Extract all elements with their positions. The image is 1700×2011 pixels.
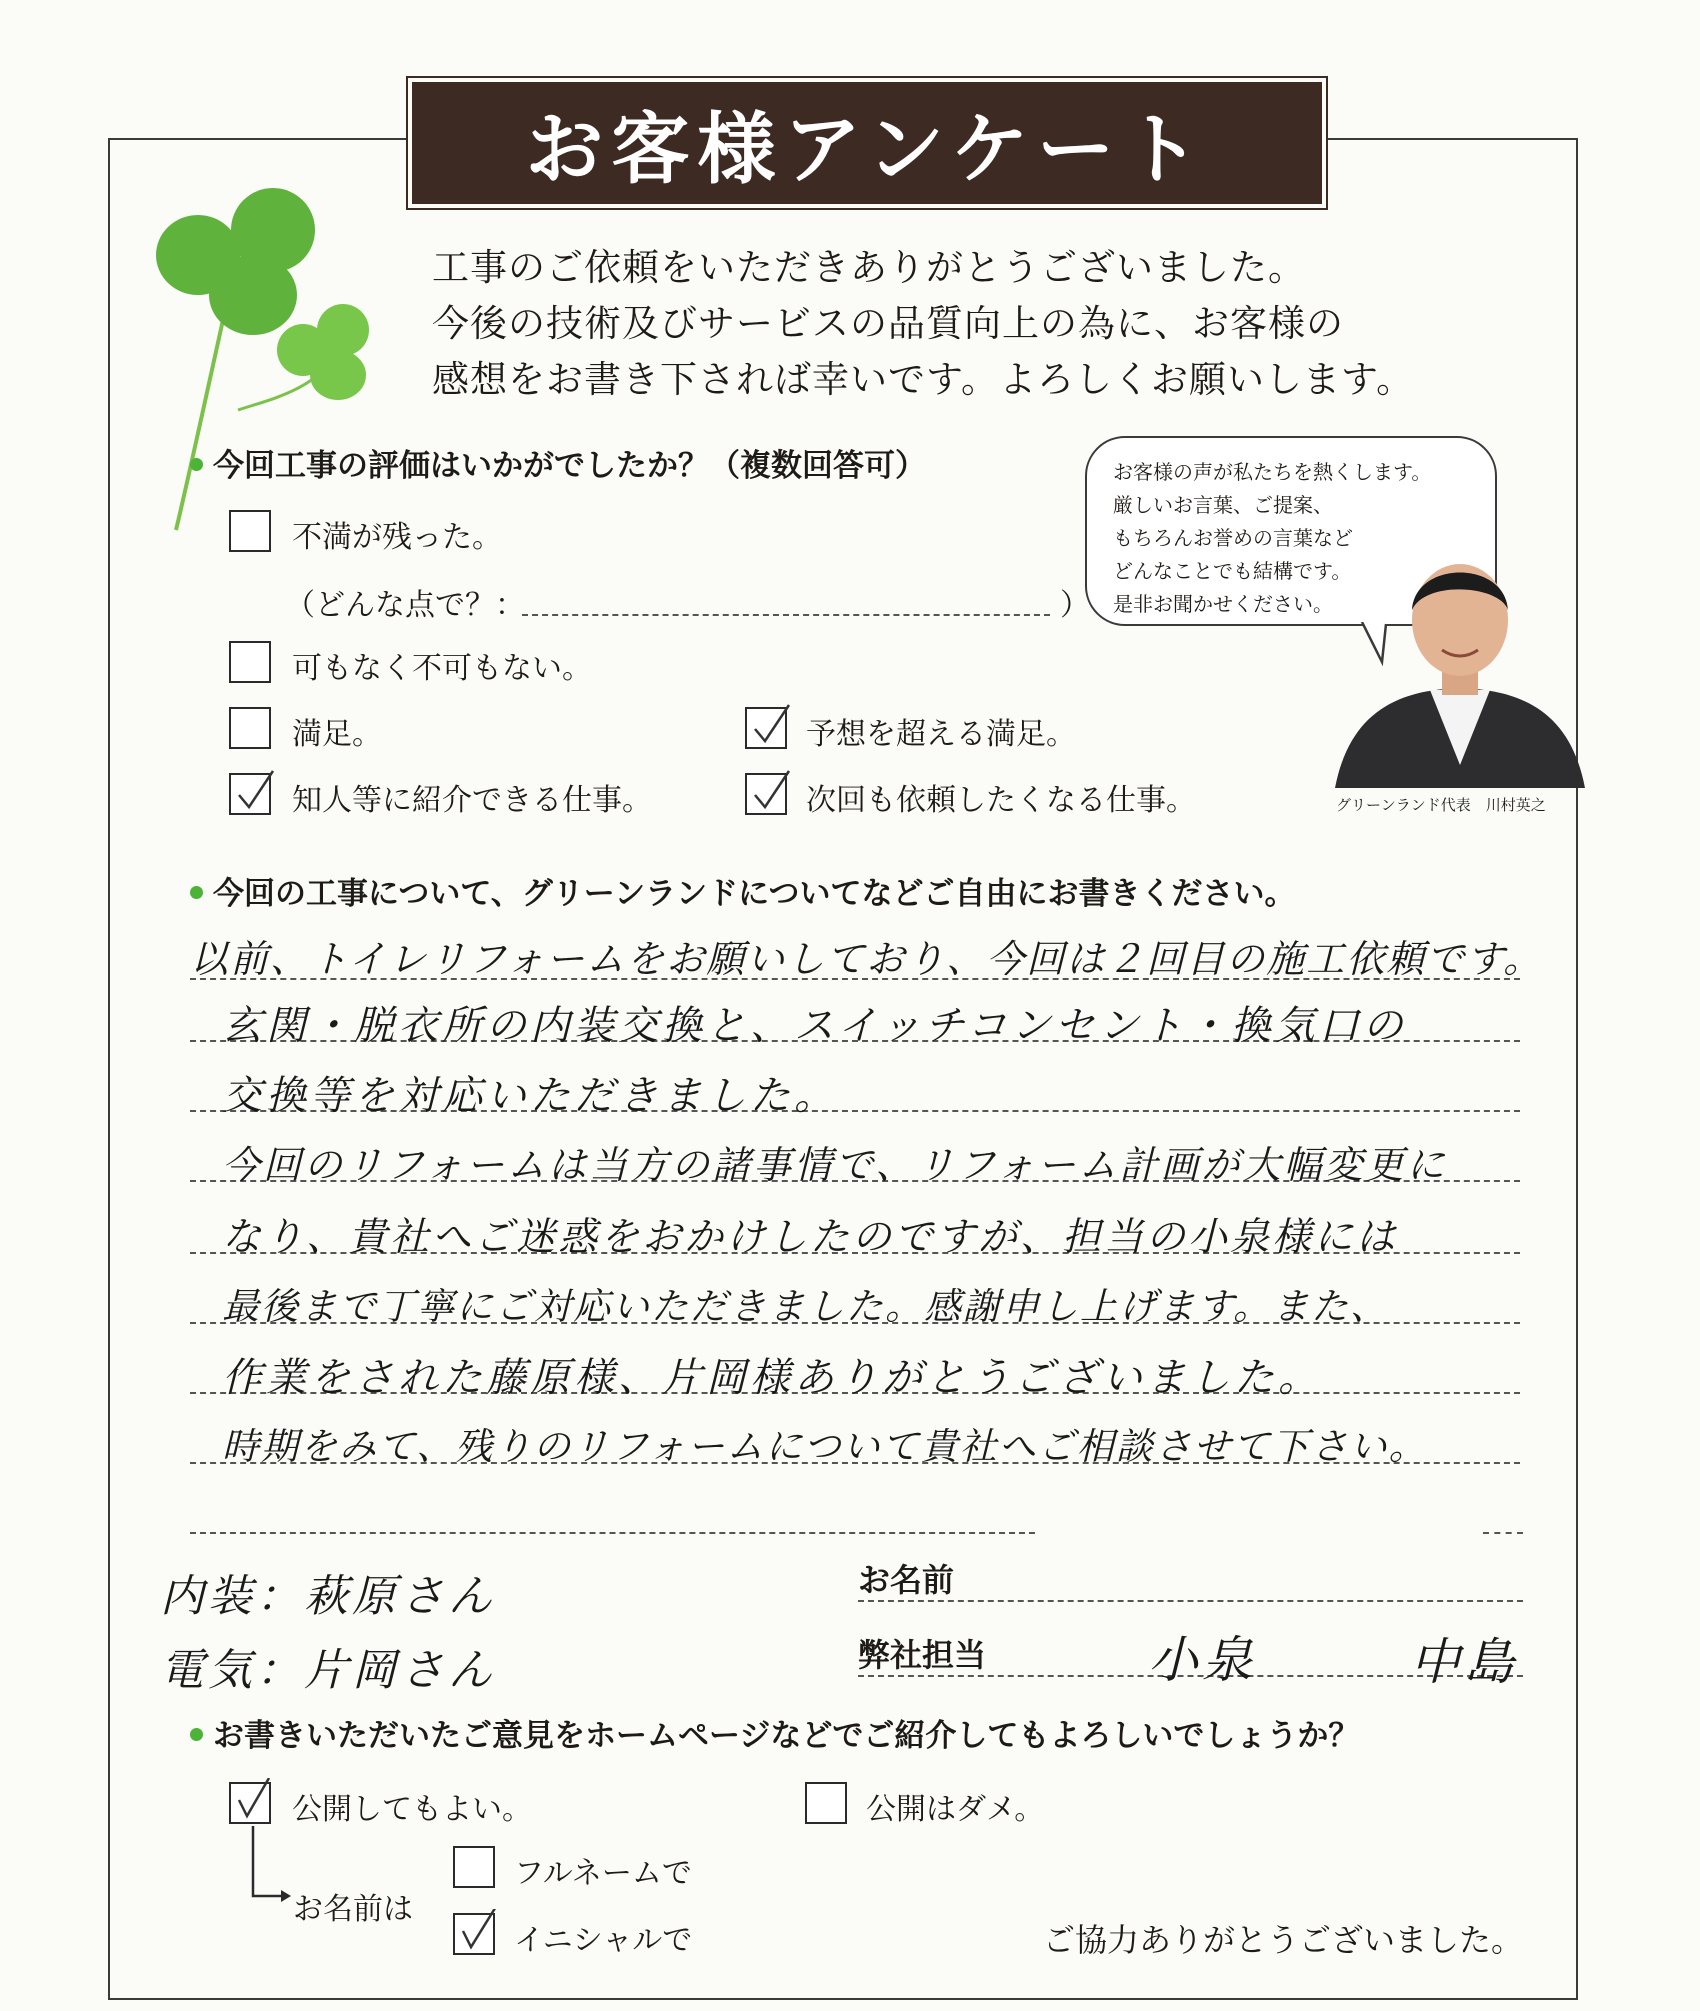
bullet-icon — [190, 886, 203, 899]
bubble-line: もちろんお誉めの言葉など — [1113, 526, 1353, 550]
thanks-text: ご協力ありがとうございました。 — [1043, 1921, 1524, 1959]
worker-note-line: 内装：萩原さん — [160, 1571, 496, 1622]
checkbox-publish-ok[interactable] — [229, 1782, 271, 1824]
checkbox-publish-ng[interactable] — [805, 1782, 847, 1824]
comment-line: 玄関・脱衣所の内装交換と、スイッチコンセント・換気口の — [222, 1003, 1407, 1049]
intro-line: 感想をお書き下されば幸いです。よろしくお願いします。 — [432, 358, 1415, 401]
comment-line: 今回のリフォームは当方の諸事情で、リフォーム計画が大幅変更に — [222, 1143, 1448, 1187]
comment-line: 時期をみて、残りのリフォームについて貴社へご相談させて下さい。 — [222, 1425, 1428, 1468]
worker-note-line: 電気：片岡さん — [160, 1645, 496, 1696]
comment-line: 以前、トイレリフォームをお願いしており、今回は２回目の施工依頼です。 — [190, 937, 1544, 981]
name-is-label: お名前は — [293, 1892, 413, 1927]
free-comment-heading: 今回の工事について、グリーンランドについてなどご自由にお書きください。 — [190, 868, 1296, 913]
bubble-line: 是非お聞かせください。 — [1113, 592, 1333, 616]
photo-caption: グリーンランド代表 川村英之 — [1336, 796, 1546, 814]
which-points-label: （どんな点で？： — [285, 588, 525, 623]
option-dissatisfied-label: 不満が残った。 — [292, 520, 502, 555]
checkbox-fullname[interactable] — [453, 1846, 495, 1888]
comment-line: 作業をされた藤原様、片岡様ありがとうございました。 — [222, 1355, 1322, 1401]
staff-label: 弊社担当 — [858, 1636, 987, 1674]
representative-photo — [1330, 550, 1590, 788]
option-fullname-label: フルネームで — [514, 1856, 692, 1891]
which-points-input[interactable] — [522, 614, 1050, 616]
title-text: お客様アンケート — [525, 105, 1209, 195]
checkbox-satisfied[interactable] — [229, 707, 271, 749]
option-initial-label: イニシャルで — [514, 1923, 693, 1958]
bubble-line: 厳しいお言葉、ご提案、 — [1113, 493, 1333, 517]
bullet-icon — [190, 1728, 203, 1741]
option-again-label: 次回も依頼したくなる仕事。 — [806, 783, 1196, 818]
check-mark-icon — [233, 769, 277, 815]
checkbox-dissatisfied[interactable] — [229, 510, 271, 552]
comment-line: 最後まで丁寧にご対応いただきました。感謝申し上げます。また、 — [222, 1285, 1390, 1328]
check-mark-icon — [749, 769, 793, 815]
branch-arrow-icon — [245, 1826, 295, 1906]
comment-line: 交換等を対応いただきました。 — [222, 1073, 838, 1119]
option-satisfied-label: 満足。 — [292, 717, 382, 752]
option-recommend-label: 知人等に紹介できる仕事。 — [292, 783, 652, 818]
intro-text — [432, 240, 1414, 408]
checkbox-initial[interactable] — [453, 1913, 495, 1955]
checkbox-again[interactable] — [745, 773, 787, 815]
ruled-line — [190, 1532, 1035, 1534]
ruled-line — [1483, 1532, 1523, 1534]
name-label: お名前 — [858, 1561, 955, 1599]
page-title — [408, 78, 1326, 208]
staff-value-2: 中島 — [1410, 1633, 1518, 1691]
comment-line: なり、貴社へご迷惑をおかけしたのですが、担当の小泉様には — [222, 1215, 1399, 1260]
name-input[interactable] — [858, 1600, 1523, 1602]
evaluation-heading: 今回工事の評価はいかがでしたか？（複数回答可） — [190, 440, 926, 485]
bubble-line: どんなことでも結構です。 — [1113, 559, 1352, 583]
option-neutral-label: 可もなく不可もない。 — [292, 651, 592, 686]
which-points-close: ） — [1060, 588, 1090, 623]
bullet-icon — [190, 458, 203, 471]
intro-line: 今後の技術及びサービスの品質向上の為に、お客様の — [432, 302, 1344, 345]
bubble-line: お客様の声が私たちを熱くします。 — [1113, 460, 1432, 484]
option-publish-ng-label: 公開はダメ。 — [866, 1792, 1045, 1827]
check-mark-icon — [457, 1909, 501, 1955]
checkbox-recommend[interactable] — [229, 773, 271, 815]
check-mark-icon — [749, 703, 793, 749]
staff-value-1: 小泉 — [1148, 1631, 1256, 1689]
checkbox-neutral[interactable] — [229, 641, 271, 683]
checkbox-beyond[interactable] — [745, 707, 787, 749]
publish-heading: お書きいただいたご意見をホームページなどでご紹介してもよろしいでしょうか？ — [190, 1710, 1359, 1755]
intro-line: 工事のご依頼をいただきありがとうございました。 — [432, 246, 1306, 289]
option-beyond-label: 予想を超える満足。 — [806, 717, 1076, 752]
option-publish-ok-label: 公開してもよい。 — [292, 1792, 532, 1827]
check-mark-icon — [233, 1778, 277, 1824]
